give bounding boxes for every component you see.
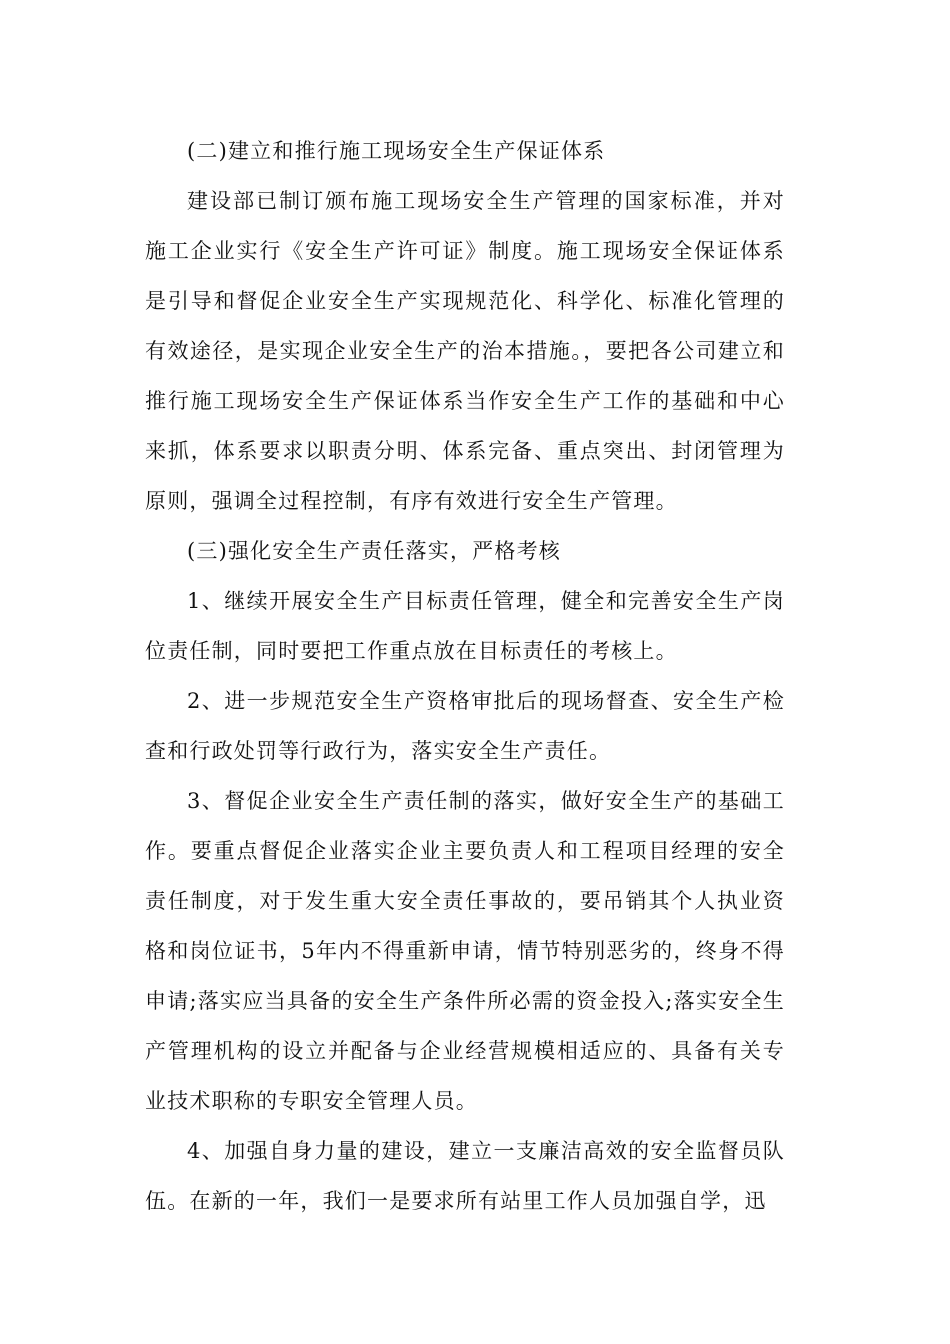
paragraph-item-4: 4、加强自身力量的建设，建立一支廉洁高效的安全监督员队伍。在新的一年，我们一是要求所有站里工作人员加强自学，迅 bbox=[145, 1139, 785, 1213]
document-body bbox=[145, 126, 785, 1226]
section-heading-2: (二)建立和推行施工现场安全生产保证体系 bbox=[187, 139, 606, 163]
section-heading-3: (三)强化安全生产责任落实，严格考核 bbox=[187, 539, 561, 563]
paragraph-item-3: 3、督促企业安全生产责任制的落实，做好安全生产的基础工作。要重点督促企业落实企业主要负责人和工程项目经理的安全责任制度，对于发生重大安全责任事故的，要吊销其个人执业资格和岗位证书，5年内不得重新申请，情节特别恶劣的，终身不得申请;落实应当具备的安全生产条件所必需的资金投入;落实安全生产管理机构的设立并配备与企业经营规模相适应的、具备有关专业技术职称的专职安全管理人员。 bbox=[145, 789, 785, 1113]
paragraph-item-1: 1、继续开展安全生产目标责任管理，健全和完善安全生产岗位责任制，同时要把工作重点放在目标责任的考核上。 bbox=[145, 589, 785, 663]
paragraph-safety-system: 建设部已制订颁布施工现场安全生产管理的国家标准，并对施工企业实行《安全生产许可证》制度。施工现场安全保证体系是引导和督促企业安全生产实现规范化、科学化、标准化管理的有效途径，是实现企业安全生产的治本措施。，要把各公司建立和推行施工现场安全生产保证体系当作安全生产工作的基础和中心来抓，体系要求以职责分明、体系完备、重点突出、封闭管理为原则，强调全过程控制，有序有效进行安全生产管理。 bbox=[145, 189, 785, 513]
paragraph-item-2: 2、进一步规范安全生产资格审批后的现场督查、安全生产检查和行政处罚等行政行为，落实安全生产责任。 bbox=[145, 689, 785, 763]
